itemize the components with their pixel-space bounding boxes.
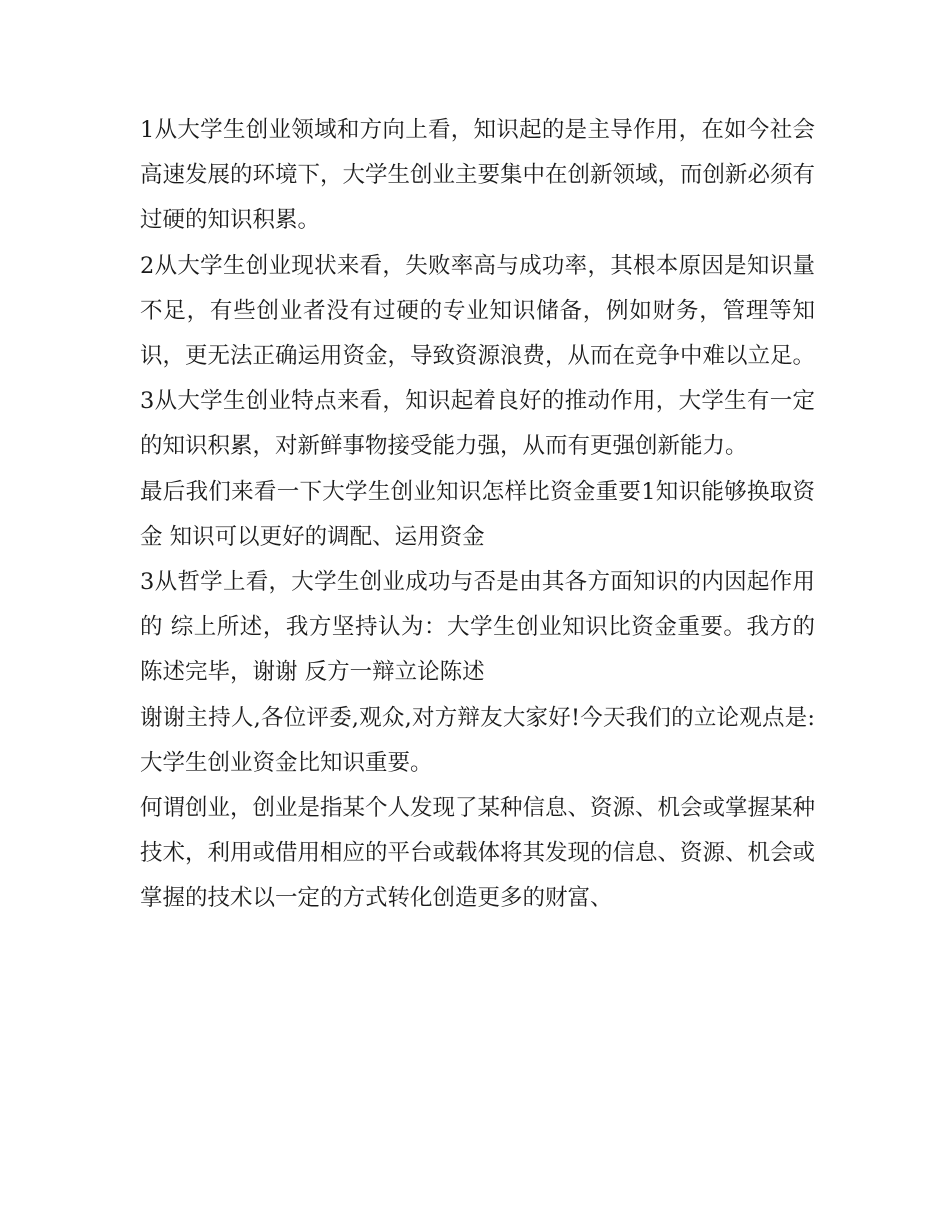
paragraph-6: 谢谢主持人,各位评委,观众,对方辩友大家好!今天我们的立论观点是:大学生创业资金比知识重要。 (140, 704, 815, 776)
paragraph-4: 最后我们来看一下大学生创业知识怎样比资金重要1知识能够换取资金 知识可以更好的调配、运用资金 (140, 478, 815, 550)
paragraph-1: 1从大学生创业领域和方向上看，知识起的是主导作用，在如今社会高速发展的环境下，大学生创业主要集中在创新领域，而创新必须有过硬的知识积累。 (140, 117, 816, 234)
paragraph-3: 3从大学生创业特点来看，知识起着良好的推动作用，大学生有一定的知识积累，对新鲜事物接受能力强，从而有更强创新能力。 (140, 388, 815, 460)
paragraph-7: 何谓创业，创业是指某个人发现了某种信息、资源、机会或掌握某种技术，利用或借用相应的平台或载体将其发现的信息、资源、机会或掌握的技术以一定的方式转化创造更多的财富、 (140, 795, 816, 912)
paragraph-2: 2从大学生创业现状来看，失败率高与成功率，其根本原因是知识量不足，有些创业者没有过硬的专业知识储备，例如财务，管理等知识，更无法正确运用资金，导致资源浪费，从而在竞争中难以立足。 (140, 252, 816, 370)
paragraph-5: 3从哲学上看，大学生创业成功与否是由其各方面知识的内因起作用的 综上所述，我方坚持认为：大学生创业知识比资金重要。我方的陈述完毕，谢谢 反方一辩立论陈述 (140, 569, 815, 686)
document-body (140, 108, 815, 922)
